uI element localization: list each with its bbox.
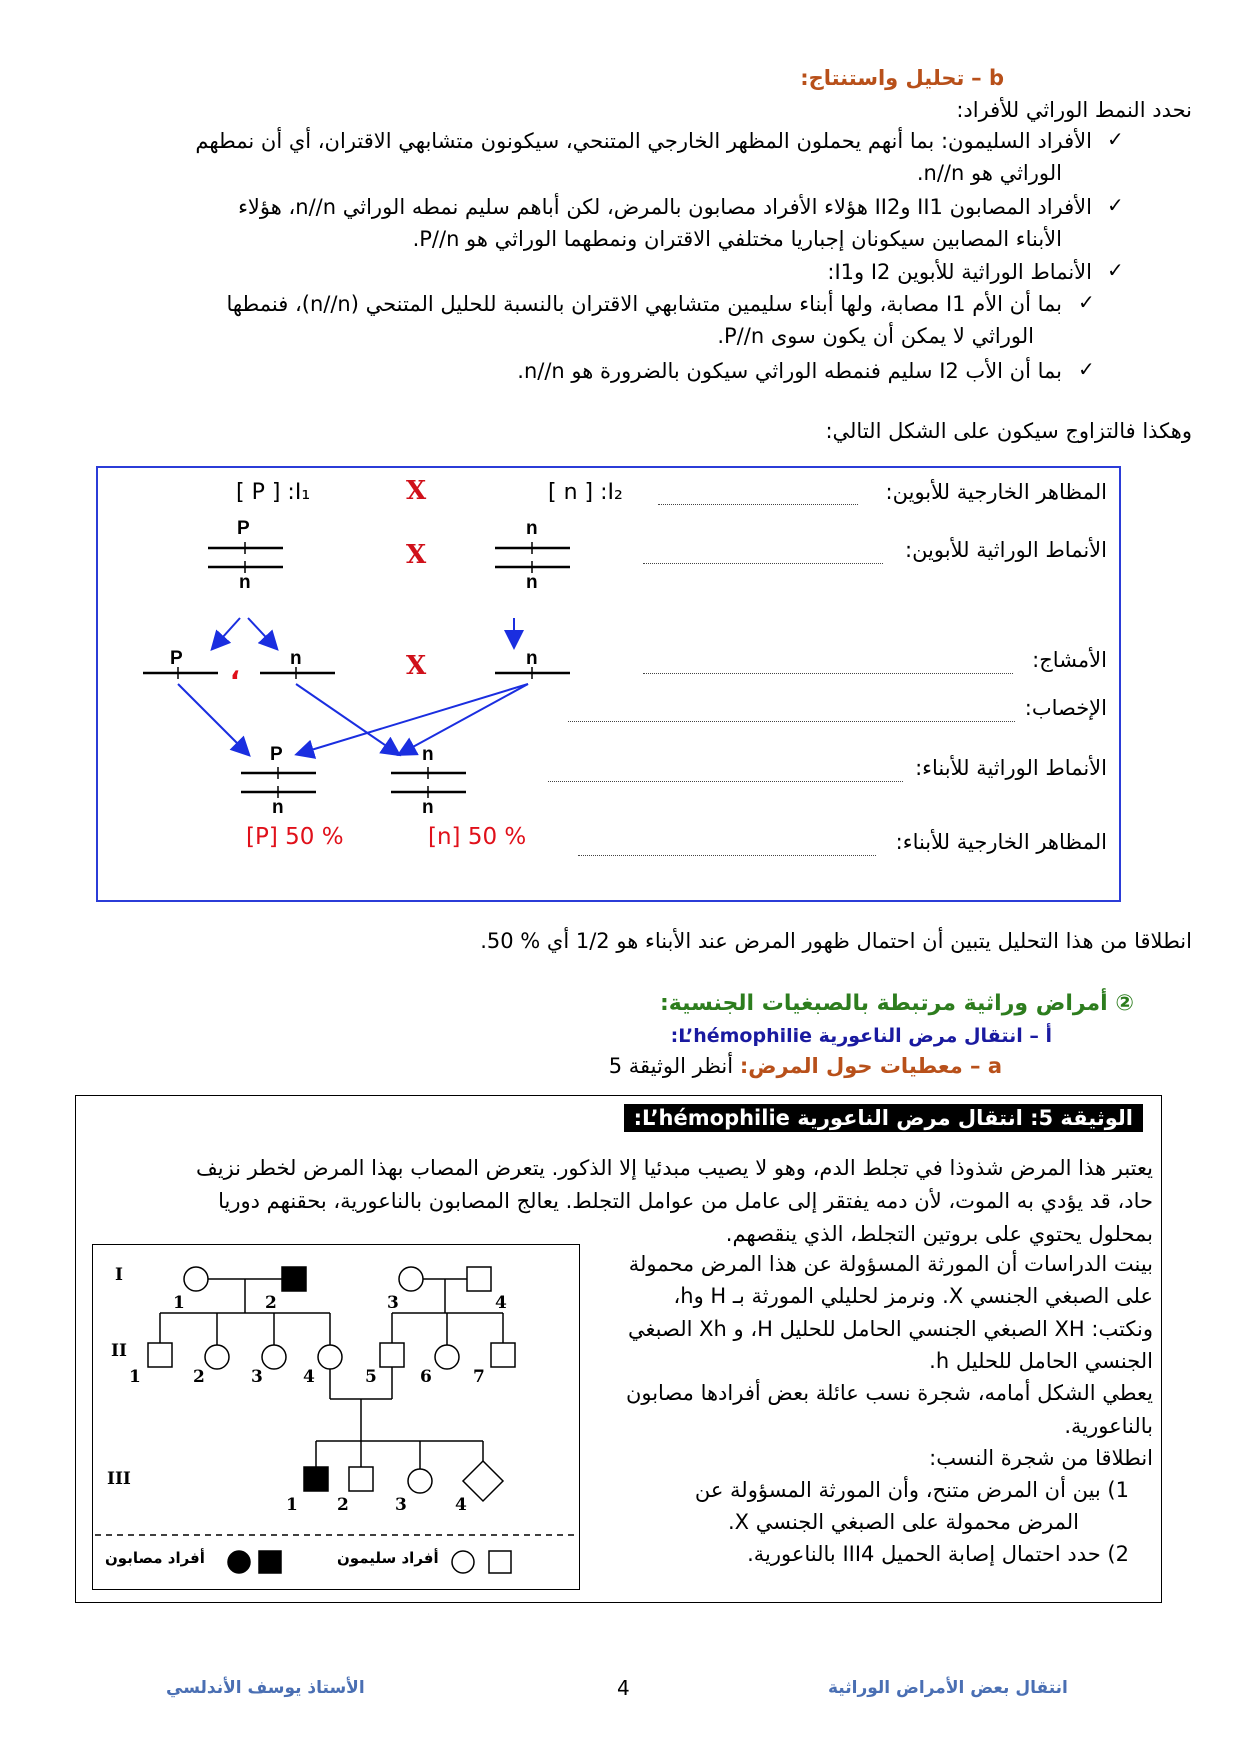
label-phenotypes-children: المظاهر الخارجية للأبناء:	[895, 830, 1107, 854]
cross-symbol: X	[406, 651, 427, 681]
footer-title: انتقال بعض الأمراض الوراثية	[828, 1678, 1068, 1698]
pedigree-female-healthy	[184, 1267, 208, 1291]
pedigree-female-healthy	[318, 1345, 342, 1369]
pedigree-male-healthy	[467, 1267, 491, 1291]
sub2-line: بما أن الأب I2 سليم فنمطه الوراثي سيكون بالضرورة هو n//n.	[517, 359, 1062, 383]
cross-symbol: X	[406, 476, 427, 506]
legend-female-affected	[228, 1551, 250, 1573]
allele-p: P	[170, 648, 183, 669]
check-icon: ✓	[1107, 193, 1124, 217]
check-icon: ✓	[1107, 127, 1124, 151]
pedigree-tree	[92, 1244, 580, 1590]
parent2-chromosomes	[495, 542, 570, 573]
sub1-line1: بما أن الأم I1 مصابة، ولها أبناء سليمين متشابهي الاقتران بالنسبة للحليل المتنحي (n//n)، فنمطها	[226, 292, 1062, 316]
doc5-p1-l3: بمحلول يحتوي على بروتين التجلط، الذي ينقصهم.	[725, 1222, 1153, 1246]
allele-n: n	[272, 797, 284, 818]
pedigree-female-healthy	[205, 1345, 229, 1369]
ind-num: 6	[420, 1367, 432, 1387]
label-genotypes-parents: الأنماط الوراثية للأبوين:	[905, 538, 1107, 562]
ind-num: 2	[265, 1293, 277, 1313]
doc5-p4: انطلاقا من شجرة النسب:	[929, 1446, 1153, 1470]
ind-num: 7	[473, 1367, 485, 1387]
pedigree-female-healthy	[399, 1267, 423, 1291]
section2-sub-heading: a – معطيات حول المرض:	[739, 1054, 1002, 1078]
pedigree-male-healthy	[491, 1343, 515, 1367]
footer-author: الأستاذ يوسف الأندلسي	[166, 1678, 365, 1698]
allele-n: n	[526, 648, 538, 669]
check-icon: ✓	[1078, 357, 1095, 381]
allele-n: n	[239, 572, 251, 593]
parent1-chromosomes	[208, 542, 283, 573]
gen-label-i: I	[115, 1265, 123, 1285]
ind-num: 2	[337, 1495, 349, 1515]
sub1-line2: الوراثي لا يمكن أن يكون سوى P//n.	[717, 324, 1034, 348]
page-number: 4	[617, 1676, 630, 1700]
doc5-q1-l2: المرض محمولة على الصبغي الجنسي X.	[727, 1510, 1079, 1534]
pedigree-male-healthy	[349, 1467, 373, 1491]
section2-sub-tail: أنظر الوثيقة 5	[608, 1054, 734, 1078]
conclusion-line: انطلاقا من هذا التحليل يتبين أن احتمال ظهور المرض عند الأبناء هو 1/2 أي % 50.	[480, 929, 1192, 953]
intro-line: نحدد النمط الوراثي للأفراد:	[956, 98, 1192, 122]
section2-title: ② أمراض وراثية مرتبطة بالصبغيات الجنسية:	[659, 991, 1134, 1016]
item3-line: الأنماط الوراثية للأبوين I2 وI1:	[827, 260, 1092, 284]
doc5-p3-l1: يعطي الشكل أمامه، شجرة نسب عائلة بعض أفرادها مصابون	[625, 1381, 1153, 1405]
ind-num: 3	[395, 1495, 407, 1515]
ind-num: 4	[495, 1293, 507, 1313]
item1-line2: الوراثي هو n//n.	[916, 161, 1062, 185]
ind-num: 1	[129, 1367, 141, 1387]
section-b-letter: b –	[971, 66, 1004, 90]
hence-line: وهكذا فالتزاوج سيكون على الشكل التالي:	[825, 419, 1192, 443]
ind-num: 3	[251, 1367, 263, 1387]
label-gametes: الأمشاج:	[1032, 648, 1107, 672]
ind-num: 4	[303, 1367, 315, 1387]
gamete-separator: ،	[230, 656, 240, 686]
label-fertilization: الإخصاب:	[1024, 696, 1107, 720]
allele-n: n	[290, 648, 302, 669]
section2-subtitle-a: أ – انتقال مرض الناعورية L’hémophilie:	[670, 1025, 1052, 1047]
parent1-phenotype: [ P ] :I₁	[236, 480, 311, 505]
pedigree-male-healthy	[148, 1343, 172, 1367]
doc5-p2-l4: الجنسي الحامل للحليل h.	[929, 1349, 1153, 1373]
document-5	[75, 1095, 1162, 1603]
section-b-title	[800, 62, 1004, 94]
cross-symbol: X	[406, 540, 427, 570]
doc5-p1-l1: يعتبر هذا المرض شذوذا في تجلط الدم، وهو لا يصيب مبدئيا إلا الذكور. يتعرض المصاب بهذا المرض لخطر نزيف	[195, 1156, 1153, 1180]
parent2-phenotype: [ n ] :I₂	[548, 480, 623, 505]
ind-num: 4	[455, 1495, 467, 1515]
ind-num: 2	[193, 1367, 205, 1387]
ind-num: 1	[286, 1495, 298, 1515]
section2-subtitle-a-data	[609, 1050, 1002, 1082]
legend-male-healthy	[489, 1551, 511, 1573]
allele-n: n	[526, 518, 538, 539]
legend-healthy-label: أفراد سليمون	[337, 1549, 439, 1567]
gen-label-ii: II	[111, 1341, 127, 1361]
result-p: [P] 50 %	[246, 824, 344, 850]
ind-num: 1	[173, 1293, 185, 1313]
label-phenotypes-parents: المظاهر الخارجية للأبوين:	[885, 480, 1107, 504]
label-genotypes-children: الأنماط الوراثية للأبناء:	[915, 756, 1107, 780]
children-chromosomes	[241, 767, 466, 798]
doc5-p3-l2: بالناعورية.	[1064, 1414, 1153, 1438]
pedigree-female-healthy	[408, 1469, 432, 1493]
pedigree-male-healthy	[380, 1343, 404, 1367]
doc5-q2: 2) حدد احتمال إصابة الحميل III4 بالناعورية.	[747, 1542, 1129, 1566]
gametes-chromosomes	[143, 667, 570, 679]
document-5-title: الوثيقة 5: انتقال مرض الناعورية L’hémophilie:	[624, 1104, 1143, 1132]
allele-n: n	[526, 572, 538, 593]
allele-p: P	[270, 744, 283, 765]
cross-diagram	[96, 466, 1121, 902]
gen-label-iii: III	[107, 1469, 131, 1489]
item1-line1: الأفراد السليمون: بما أنهم يحملون المظهر الخارجي المتنحي، سيكونون متشابهي الاقتران، أي أن نمطهم	[195, 129, 1092, 153]
pedigree-female-healthy	[262, 1345, 286, 1369]
allele-n: n	[422, 797, 434, 818]
ind-num: 5	[365, 1367, 377, 1387]
check-icon: ✓	[1078, 290, 1095, 314]
doc5-p2-l1: بينت الدراسات أن المورثة المسؤولة عن هذا المرض محمولة	[628, 1252, 1153, 1276]
pedigree-unborn-diamond	[463, 1461, 503, 1501]
pedigree-male-affected	[304, 1467, 328, 1491]
cross-arrows	[178, 618, 528, 754]
legend-female-healthy	[452, 1551, 474, 1573]
allele-n: n	[422, 744, 434, 765]
pedigree-male-affected	[282, 1267, 306, 1291]
pedigree-female-healthy	[435, 1345, 459, 1369]
check-icon: ✓	[1107, 258, 1124, 282]
item2-line1: الأفراد المصابون II1 وII2 هؤلاء الأفراد مصابون بالمرض، لكن أباهم سليم نمطه الوراثي n//n، هؤلاء	[238, 195, 1092, 219]
legend-male-affected	[259, 1551, 281, 1573]
allele-p: P	[237, 518, 250, 539]
doc5-p1-l2: حاد، قد يؤدي به الموت، لأن دمه يفتقر إلى عامل من عوامل التجلط. يعالج المصابون بالناعورية، بحقنهم دوريا	[218, 1189, 1153, 1213]
section-b-heading: تحليل واستنتاج:	[800, 66, 965, 90]
item2-line2: الأبناء المصابين سيكونان إجباريا مختلفي الاقتران ونمطهما الوراثي هو P//n.	[412, 227, 1062, 251]
result-n: [n] 50 %	[428, 824, 527, 850]
legend-affected-label: أفراد مصابون	[105, 1549, 205, 1567]
doc5-p2-l3: ونكتب: XH الصبغي الجنسي الحامل للحليل H، و Xh الصبغي	[628, 1317, 1153, 1341]
doc5-p2-l2: على الصبغي الجنسي X. ونرمز لحليلي المورثة بـ H وh،	[673, 1284, 1153, 1308]
doc5-q1-l1: 1) بين أن المرض متنح، وأن المورثة المسؤولة عن	[694, 1478, 1129, 1502]
ind-num: 3	[387, 1293, 399, 1313]
